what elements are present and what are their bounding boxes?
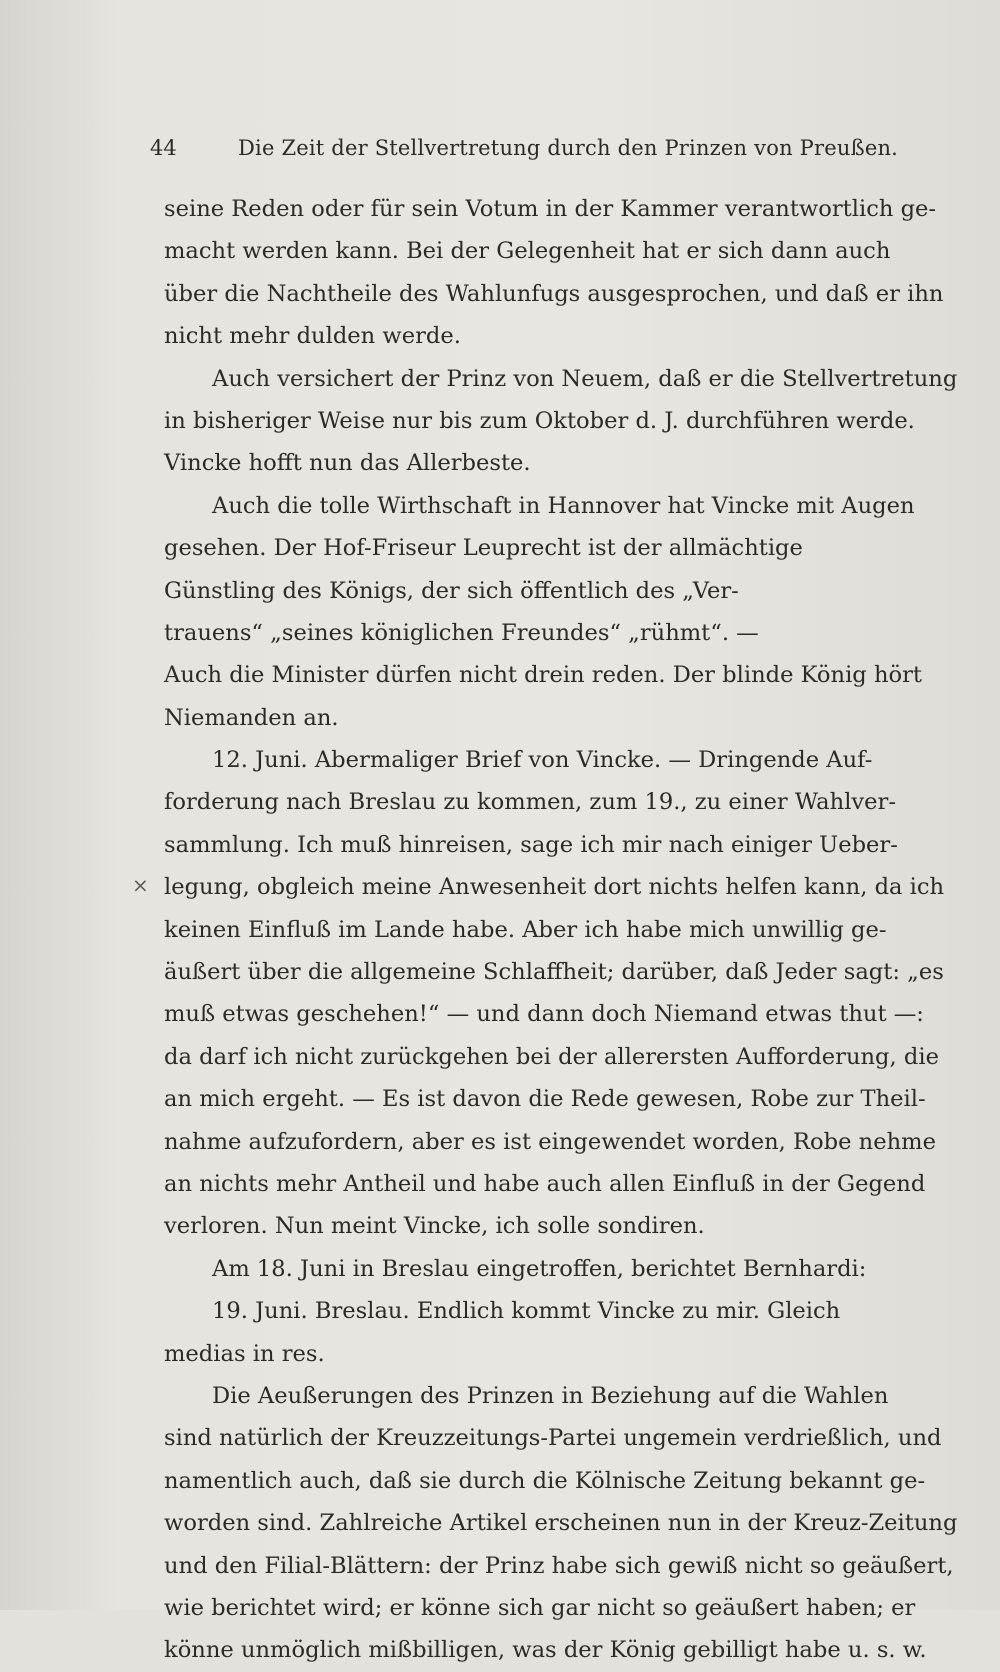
text-line: medias in res.: [164, 1340, 325, 1367]
text-line: verloren. Nun meint Vincke, ich solle sondiren.: [164, 1213, 705, 1240]
text-line: namentlich auch, daß sie durch die Kölnische Zeitung bekannt ge-: [164, 1467, 926, 1494]
text-line: nicht mehr dulden werde.: [164, 323, 461, 350]
text-line: macht werden kann. Bei der Gelegenheit hat er sich dann auch: [164, 238, 891, 265]
text-line: Auch versichert der Prinz von Neuem, daß er die Stellvertretung: [212, 365, 958, 392]
running-header: [150, 128, 899, 168]
text-line: trauens“ „seines königlichen Freundes“ „rühmt“. —: [164, 619, 759, 646]
text-line: gesehen. Der Hof-Friseur Leuprecht ist der allmächtige: [164, 535, 803, 562]
diary-entry-line: 19. Juni. Breslau. Endlich kommt Vincke zu mir. Gleich: [212, 1298, 841, 1325]
text-line: seine Reden oder für sein Votum in der Kammer verantwortlich ge-: [164, 196, 937, 222]
text-line: an nichts mehr Antheil und habe auch allen Einfluß in der Gegend: [164, 1170, 926, 1197]
body-text: [164, 188, 958, 1672]
text-line: keinen Einfluß im Lande habe. Aber ich habe mich unwillig ge-: [164, 916, 887, 943]
text-line: über die Nachtheile des Wahlunfugs ausgesprochen, und daß er ihn: [164, 280, 944, 307]
text-line: an mich ergeht. — Es ist davon die Rede gewesen, Robe zur Theil-: [164, 1086, 926, 1113]
running-title: Die Zeit der Stellvertretung durch den Prinzen von Preußen.: [238, 136, 899, 160]
text-line: äußert über die allgemeine Schlaffheit; darüber, daß Jeder sagt: „es: [164, 959, 944, 986]
text-line: könne unmöglich mißbilligen, was der König gebilligt habe u. s. w.: [164, 1637, 927, 1664]
text-line: da darf ich nicht zurückgehen bei der allerersten Aufforderung, die: [164, 1043, 939, 1070]
text-line: Die Aeußerungen des Prinzen in Beziehung auf die Wahlen: [212, 1382, 889, 1409]
text-line: Vincke hofft nun das Allerbeste.: [164, 450, 531, 477]
text-line: forderung nach Breslau zu kommen, zum 19., zu einer Wahlver-: [164, 789, 896, 816]
text-line: sind natürlich der Kreuzzeitungs-Partei ungemein verdrießlich, und: [164, 1425, 942, 1452]
text-line: wie berichtet wird; er könne sich gar nicht so geäußert haben; er: [164, 1594, 916, 1621]
text-line: Am 18. Juni in Breslau eingetroffen, berichtet Bernhardi:: [212, 1255, 867, 1282]
text-line: legung, obgleich meine Anwesenheit dort nichts helfen kann, da ich: [164, 874, 945, 901]
text-line: und den Filial-Blättern: der Prinz habe sich gewiß nicht so geäußert,: [164, 1552, 954, 1579]
text-line: Auch die tolle Wirthschaft in Hannover hat Vincke mit Augen: [212, 492, 915, 519]
page-number: 44: [150, 136, 177, 160]
text-line: Niemanden an.: [164, 704, 339, 731]
text-line: nahme aufzufordern, aber es ist eingewendet worden, Robe nehme: [164, 1128, 936, 1155]
text-line: sammlung. Ich muß hinreisen, sage ich mir nach einiger Ueber-: [164, 831, 898, 858]
text-line: Auch die Minister dürfen nicht drein reden. Der blinde König hört: [164, 662, 922, 689]
text-line: worden sind. Zahlreiche Artikel erscheinen nun in der Kreuz-Zeitung: [164, 1510, 958, 1537]
margin-mark: ×: [132, 873, 149, 897]
text-line: Günstling des Königs, der sich öffentlich des „Ver-: [164, 577, 739, 604]
text-line: in bisheriger Weise nur bis zum Oktober d. J. durchführen werde.: [164, 407, 915, 434]
text-line: muß etwas geschehen!“ — und dann doch Niemand etwas thut —:: [164, 1001, 924, 1028]
diary-entry-line: 12. Juni. Abermaliger Brief von Vincke. — Dringende Auf-: [212, 747, 873, 774]
